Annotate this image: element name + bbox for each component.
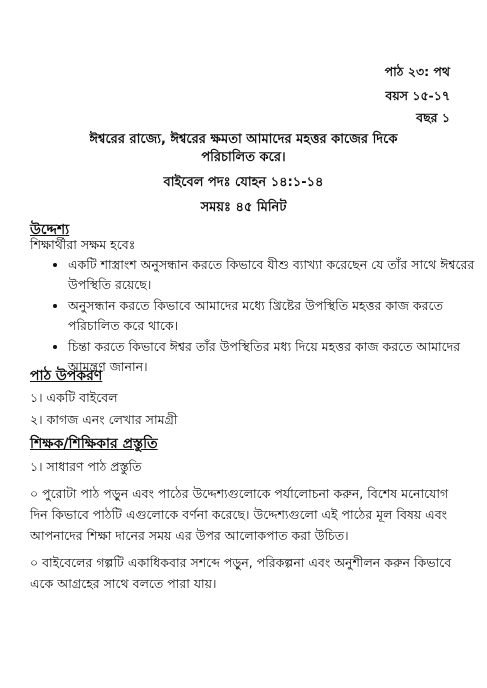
objective-item: • একটি শাস্ত্রাংশ অনুসন্ধান করতে কিভাবে যীশু ব্যাখ্যা করেছেন যে তাঁর সাথে ঈশ্বরের উপস্থিতি রয়েছে। xyxy=(68,255,487,294)
objective-item: • চিন্তা করতে কিভাবে ঈশ্বর তাঁর উপস্থিতির মধ্য দিয়ে মহত্তর কাজ করতে আমাদের আমন্ত্রণ জানান। xyxy=(68,337,487,376)
bible-passage: বাইবেল পদঃ যোহন ১৪:১-১৪ xyxy=(163,175,324,190)
objective-item: • অনুসন্ধান করতে কিভাবে আমাদের মধ্যে খ্রিষ্টের উপস্থিতি মহত্তর কাজ করতে পরিচালিত করে থাকে। xyxy=(68,296,487,335)
year-label: বছর ১ xyxy=(416,110,450,125)
lesson-number: পাঠ ২৩: পথ xyxy=(384,64,450,79)
lesson-title-line2: পরিচালিত করে। xyxy=(201,150,286,165)
preparation-heading: শিক্ষক/শিক্ষিকার প্রস্তুতি xyxy=(30,436,158,452)
lesson-title-line1: ঈশ্বরের রাজ্যে, ঈশ্বরের ক্ষমতা আমাদের মহত্তর কাজের দিকে xyxy=(89,132,398,147)
preparation-paragraph: ০ বাইবেলের গল্পটি একাধিকবার সশব্দে পড়ুন, পরিকল্পনা এবং অনুশীলন করুন কিভাবে একে আগ্রহের সাথে বলতে পারা যায়। xyxy=(30,555,452,591)
age-range: বয়স ১৫-১৭ xyxy=(385,88,450,103)
lesson-time: সময়ঃ ৪৫ মিনিট xyxy=(200,200,287,215)
material-item: ২। কাগজ এনং লেখার সামগ্রী xyxy=(30,412,178,427)
preparation-paragraph: ০ পুরোটা পাঠ পড়ুন এবং পাঠের উদ্দেশ্যগুলোকে পর্যালোচনা করুন, বিশেষ মনোযোগ দিন কিভাবে পাঠটি এগুলোকে বর্ণনা করেছে। উদ্দেশ্যগুলো এই পাঠের মূল বিষয় এবং আপনাদের শিক্ষা দানের সময় এর উপর আলোকপাত করা উচিত। xyxy=(30,486,449,543)
material-item: ১। একটি বাইবেল xyxy=(30,390,118,405)
lesson-title xyxy=(30,131,457,167)
objectives-heading: উদ্দেশ্য xyxy=(30,222,70,238)
objectives-list xyxy=(30,255,487,378)
materials-heading: পাঠ উপকরণ xyxy=(30,368,103,384)
preparation-subheading: ১। সাধারণ পাঠ প্রস্তুতি xyxy=(30,459,142,474)
objectives-intro: শিক্ষার্থীরা সক্ষম হবেঃ xyxy=(30,237,136,252)
